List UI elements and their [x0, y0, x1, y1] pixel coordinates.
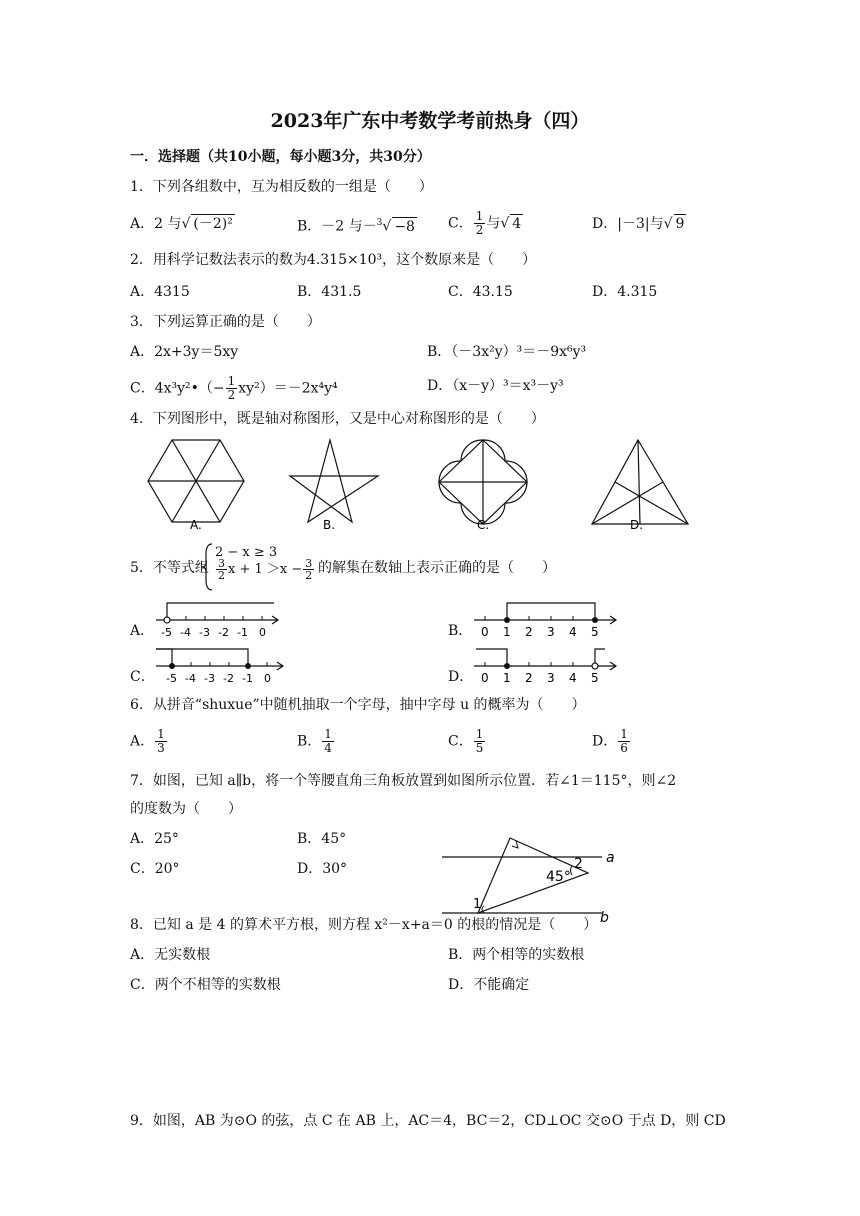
q6-d-num: 1 — [620, 727, 628, 741]
q7-label-2: 2 — [574, 856, 583, 872]
q6-option-d — [592, 728, 631, 755]
q3-c-text: C．4x³y²•（− — [130, 380, 225, 397]
q6-d-den: 6 — [620, 741, 628, 755]
q5b-tick-4: 4 — [569, 625, 577, 638]
q7-stem-line1: 7．如图，已知 a∥b，将一个等腰直角三角板放置到如图所示位置．若∠1＝115°，则∠2 — [130, 773, 677, 789]
q3-option-a: A．2x+3y＝5xy — [130, 344, 239, 360]
q5-pre: 5．不等式组 — [130, 560, 209, 576]
q6-option-c — [448, 728, 486, 755]
q2-option-a: A．4315 — [130, 284, 190, 300]
q5c-tick-m3: -3 — [204, 672, 215, 684]
q4-label-b: B. — [323, 518, 336, 530]
q7-right-angle-mark — [512, 841, 518, 848]
q6-c-den: 5 — [475, 741, 484, 755]
q5b-tick-1: 1 — [503, 625, 511, 638]
q1-b-index: 3 — [376, 218, 383, 228]
q4-pinwheel-figure — [439, 440, 527, 524]
q6-a-text: A． — [130, 733, 155, 750]
q5a-tick-m3: -3 — [199, 626, 210, 638]
q1-d-radicand: 9 — [675, 216, 685, 232]
q5a-tick-m4: -4 — [180, 626, 191, 638]
q6-c-fraction — [474, 728, 486, 755]
q3-option-b: B．（－3x²y）³＝－9x⁶y³ — [427, 344, 587, 360]
q4-triangle-figure — [592, 440, 688, 524]
q7-stem-line2: 的度数为（ ） — [130, 801, 242, 817]
q1-b-text: B．－2 与－ — [297, 218, 377, 235]
q1-option-c: C． $\frac{1}{2}$ 与√ 4 — [448, 209, 522, 237]
q4-figures — [140, 438, 720, 530]
q3-stem: 3．下列运算正确的是（ ） — [130, 314, 321, 330]
q5-row2-d1: 2 — [218, 569, 225, 582]
q2-option-d: D．4.315 — [592, 284, 658, 300]
q1-c-mid: 与 — [486, 215, 501, 232]
q1-a-text: A．2 与 — [130, 216, 182, 232]
q5d-tick-4: 4 — [569, 671, 577, 684]
q5a-tick-m5: -5 — [161, 626, 172, 638]
q5d-tick-5: 5 — [591, 671, 599, 684]
q3-c-den: 2 — [227, 388, 236, 402]
q6-option-b — [297, 728, 335, 755]
q4-stem: 4．下列图形中，既是轴对称图形，又是中心对称图形的是（ ） — [130, 411, 545, 427]
q1-c-radicand: 4 — [512, 215, 522, 232]
q6-stem: 6．从拼音“shuxue”中随机抽取一个字母，抽中字母 u 的概率为（ ） — [130, 697, 586, 713]
q5-numberline-d — [470, 644, 620, 684]
q1-b-radicand: −8 — [394, 218, 415, 235]
q5a-tick-m1: -1 — [237, 626, 248, 638]
q6-d-fraction — [618, 728, 630, 755]
q5-row2-frac1 — [216, 558, 227, 581]
q1-c-den: 2 — [475, 223, 484, 237]
q3-option-d: D．（x－y）³＝x³－y³ — [427, 378, 564, 394]
q6-b-den: 4 — [324, 741, 332, 755]
q7-label-45: 45° — [546, 869, 571, 885]
q6-c-num: 1 — [475, 727, 484, 741]
q5-row2-n2: 3 — [305, 557, 313, 570]
q5-row2-mid: x + 1 ＞x − — [228, 562, 303, 577]
q5-brace — [200, 542, 214, 592]
q1-option-d: D．|－3|与√ 9 — [592, 216, 685, 232]
q5-post: 的解集在数轴上表示正确的是（ ） — [318, 560, 556, 576]
page-title: 2023年广东中考数学考前热身（四） — [270, 110, 590, 132]
q5c-tick-m5: -5 — [166, 672, 177, 684]
q6-d-text: D． — [592, 733, 618, 750]
q4-label-d: D. — [630, 518, 644, 530]
q6-a-num: 1 — [157, 727, 165, 741]
q7-label-1: 1 — [473, 897, 482, 912]
q6-b-fraction — [322, 728, 334, 755]
q5-numberline-a — [152, 598, 282, 638]
q5d-tick-2: 2 — [525, 671, 533, 684]
section-heading: 一．选择题（共10小题，每小题3分，共30分） — [130, 149, 431, 165]
q1-c-fraction — [474, 210, 486, 237]
q5-row2-n1: 3 — [218, 557, 225, 570]
q8-option-d: D．不能确定 — [448, 977, 530, 993]
q5-row2-d2: 2 — [305, 569, 313, 582]
q7-label-b: b — [600, 910, 609, 926]
q5-option-c-label: C． — [130, 669, 155, 685]
q1-option-b: B．－2 与－$^3$√ −8 — [297, 218, 415, 235]
q5-row2 — [215, 558, 315, 581]
q3-c-num: 1 — [227, 374, 236, 388]
q1-a-radicand: (－2)² — [193, 216, 233, 232]
q1-stem: 1．下列各组数中，互为相反数的一组是（ ） — [130, 179, 433, 195]
q8-stem: 8．已知 a 是 4 的算术平方根，则方程 x²－x+a＝0 的根的情况是（ ） — [130, 917, 598, 933]
q3-c-fraction — [226, 375, 238, 402]
q5c-tick-m4: -4 — [185, 672, 196, 684]
q5b-tick-3: 3 — [547, 625, 555, 638]
q6-b-text: B． — [297, 733, 322, 750]
q7-option-b: B．45° — [297, 831, 347, 847]
q6-b-num: 1 — [324, 727, 332, 741]
q8-option-c: C．两个不相等的实数根 — [130, 977, 281, 993]
q5c-tick-0: 0 — [264, 672, 271, 684]
q7-figure — [440, 830, 620, 926]
q5-option-b-label: B． — [448, 623, 473, 639]
q5b-tick-2: 2 — [525, 625, 533, 638]
q5-numberline-c — [152, 644, 287, 684]
q8-option-a: A．无实数根 — [130, 947, 211, 963]
q5d-tick-0: 0 — [481, 671, 489, 684]
q5d-tick-3: 3 — [547, 671, 555, 684]
q2-option-b: B．431.5 — [297, 284, 362, 300]
q7-triangle — [478, 838, 588, 913]
q2-option-c: C．43.15 — [448, 284, 513, 300]
q5c-tick-m2: -2 — [223, 672, 234, 684]
q5-option-a-label: A． — [130, 623, 155, 639]
q7-label-a: a — [606, 850, 615, 866]
q8-option-b: B．两个相等的实数根 — [448, 947, 585, 963]
q4-label-c: C. — [477, 518, 490, 530]
q5c-tick-m1: -1 — [242, 672, 253, 684]
q7-option-d: D．30° — [297, 861, 348, 877]
q4-label-a: A. — [190, 518, 202, 530]
q5a-tick-m2: -2 — [218, 626, 229, 638]
q4-star-figure — [290, 440, 378, 522]
q5-row1: 2 − x ≥ 3 — [215, 545, 278, 560]
q5b-tick-0: 0 — [481, 625, 489, 638]
q2-stem: 2．用科学记数法表示的数为4.315×10³，这个数原来是（ ） — [130, 252, 537, 268]
q6-option-a — [130, 728, 168, 755]
q7-option-c: C．20° — [130, 861, 180, 877]
q4-hexagon-figure — [148, 440, 244, 522]
q5b-tick-5: 5 — [591, 625, 599, 638]
q6-c-text: C． — [448, 733, 473, 750]
q3-c-post: xy²）＝－2x⁴y⁴ — [238, 380, 338, 397]
q6-a-fraction — [155, 728, 167, 755]
q5-numberline-b — [470, 598, 620, 638]
q5d-tick-1: 1 — [503, 671, 511, 684]
q9-stem: 9．如图，AB 为⊙O 的弦，点 C 在 AB 上，AC＝4，BC＝2，CD⊥OC 交⊙O 于点 D，则 CD — [130, 1113, 726, 1129]
q5-option-d-label: D． — [448, 669, 474, 685]
q1-option-a: A．2 与√ (－2)² — [130, 216, 233, 232]
q7-option-a: A．25° — [130, 831, 179, 847]
q1-d-text: D．|－3|与 — [592, 216, 664, 232]
q1-c-num: 1 — [475, 209, 484, 223]
q1-c-text: C． — [448, 215, 473, 232]
q3-option-c — [130, 375, 338, 402]
q5-row2-frac2 — [303, 558, 314, 581]
q6-a-den: 3 — [157, 741, 165, 755]
q5a-tick-0: 0 — [259, 626, 266, 638]
